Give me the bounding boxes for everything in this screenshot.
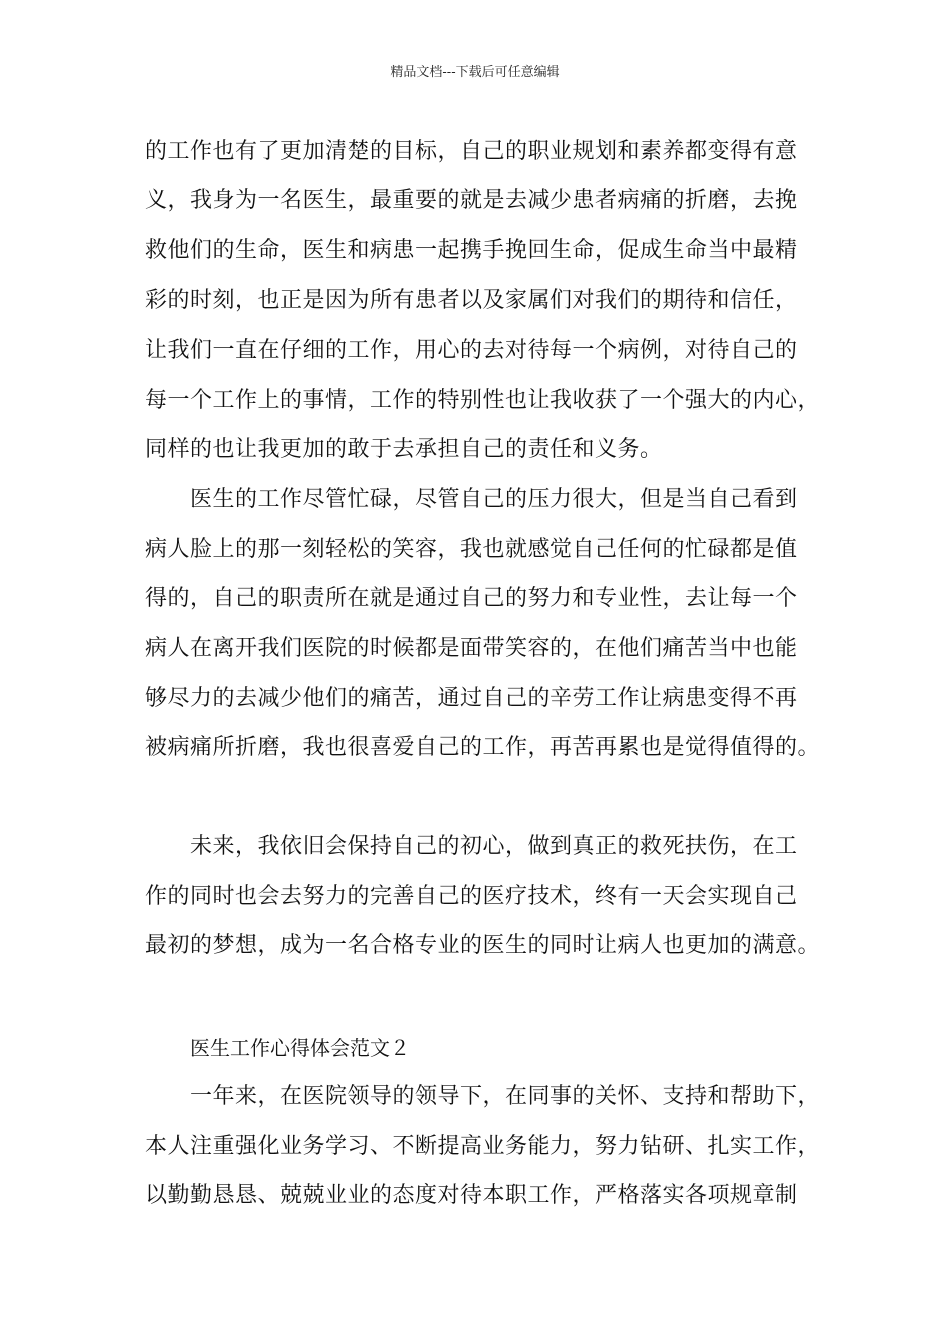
body-text-line: 一年来，在医院领导的领导下，在同事的关怀、支持和帮助下， xyxy=(190,1084,821,1109)
body-text-line: 救他们的生命，医生和病患一起携手挽回生命，促成生命当中最精 xyxy=(145,238,798,263)
body-text-line: 每一个工作上的事情，工作的特别性也让我收获了一个强大的内心， xyxy=(145,388,821,413)
body-text-line: 彩的时刻，也正是因为所有患者以及家属们对我们的期待和信任， xyxy=(145,288,798,313)
body-text-line: 的工作也有了更加清楚的目标，自己的职业规划和素养都变得有意 xyxy=(145,139,798,164)
page-header: 精品文档---下载后可任意编辑 xyxy=(390,65,560,80)
section-heading: 医生工作心得体会范文２ xyxy=(190,1036,410,1060)
body-text-line: 病人在离开我们医院的时候都是面带笑容的，在他们痛苦当中也能 xyxy=(145,636,798,661)
body-text-line: 病人脸上的那一刻轻松的笑容，我也就感觉自己任何的忙碌都是值 xyxy=(145,537,798,562)
body-text-line: 未来，我依旧会保持自己的初心，做到真正的救死扶伤，在工 xyxy=(190,834,798,859)
body-text-line: 作的同时也会去努力的完善自己的医疗技术，终有一天会实现自己 xyxy=(145,884,798,909)
body-text-line: 被病痛所折磨，我也很喜爱自己的工作，再苦再累也是觉得值得的。 xyxy=(145,735,821,760)
body-text-line: 医生的工作尽管忙碌，尽管自己的压力很大，但是当自己看到 xyxy=(190,487,798,512)
body-text-line: 最初的梦想，成为一名合格专业的医生的同时让病人也更加的满意。 xyxy=(145,933,821,958)
body-text-line: 让我们一直在仔细的工作，用心的去对待每一个病例，对待自己的 xyxy=(145,338,798,363)
body-text-line: 以勤勤恳恳、兢兢业业的态度对待本职工作，严格落实各项规章制 xyxy=(145,1183,798,1208)
body-text-line: 得的，自己的职责所在就是通过自己的努力和专业性，去让每一个 xyxy=(145,586,798,611)
body-text-line: 义，我身为一名医生，最重要的就是去减少患者病痛的折磨，去挽 xyxy=(145,188,798,213)
body-text-line: 够尽力的去减少他们的痛苦，通过自己的辛劳工作让病患变得不再 xyxy=(145,686,798,711)
body-text-line: 本人注重强化业务学习、不断提高业务能力，努力钻研、扎实工作， xyxy=(145,1134,821,1159)
body-text-line: 同样的也让我更加的敢于去承担自己的责任和义务。 xyxy=(145,437,663,462)
